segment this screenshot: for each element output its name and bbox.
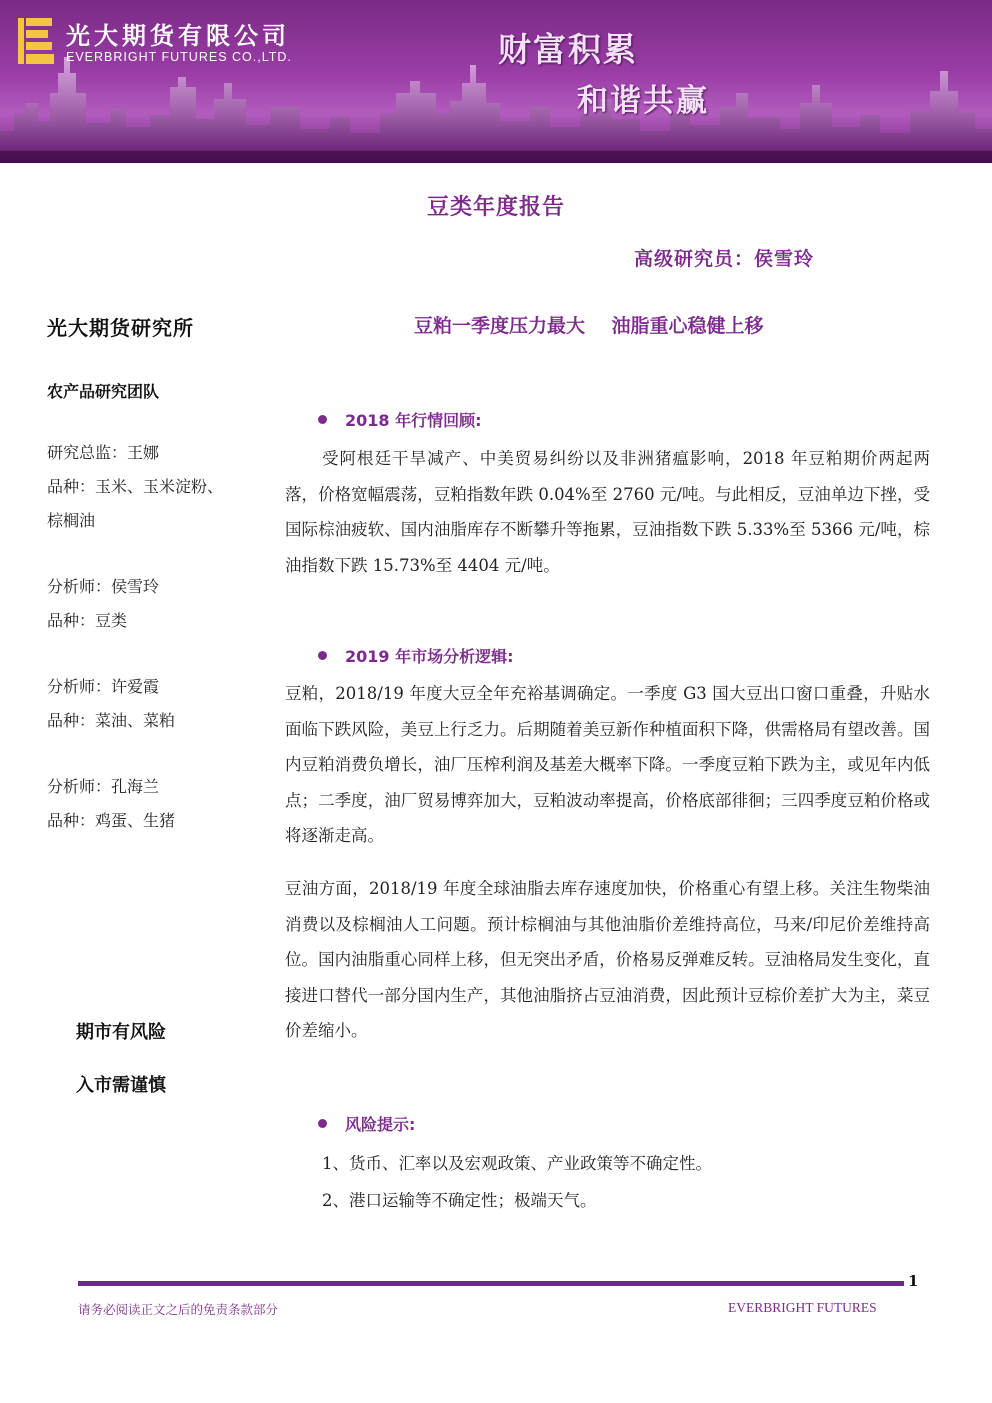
section-head-logic-label: 2019 年市场分析逻辑:	[345, 647, 514, 666]
section-head-review	[318, 408, 482, 431]
company-logo	[18, 18, 54, 64]
section-head-risk-label: 风险提示:	[345, 1115, 416, 1134]
staff-line: 品种：鸡蛋、生猪	[47, 811, 176, 830]
bullet-icon	[318, 651, 327, 660]
sidebar	[47, 312, 277, 870]
footer-disclaimer: 请务必阅读正文之后的免责条款部分	[78, 1302, 279, 1317]
bullet-icon	[318, 1119, 327, 1128]
review-paragraph: 受阿根廷干旱减产、中美贸易纠纷以及非洲猪瘟影响，2018 年豆粕期价两起两落，价格宽幅震荡，豆粕指数年跌 0.04%至 2760 元/吨。与此相反，豆油单边下挫，受国际棕油疲软、国内油脂库存不断攀升等拖累，豆油指数下跌 5.33%至 5366 元/吨，棕油指数下跌 15.73%至 4404 元/吨。	[285, 449, 930, 575]
slogan-line-2: 和谐共赢	[577, 83, 709, 119]
report-title: 豆类年度报告	[426, 195, 565, 220]
section-head-review-label: 2018 年行情回顾:	[345, 411, 482, 430]
header-banner	[0, 0, 992, 163]
staff-line: 棕榈油	[47, 511, 96, 530]
company-name-cn: 光大期货有限公司	[66, 22, 290, 50]
page-number: 1	[908, 1272, 919, 1290]
staff-line: 分析师：孔海兰	[47, 777, 160, 796]
bullet-icon	[318, 415, 327, 424]
staff-line: 研究总监：王娜	[47, 443, 160, 462]
staff-line: 品种：玉米、玉米淀粉、	[47, 477, 224, 496]
section-head-logic	[318, 644, 514, 667]
company-name-en: EVERBRIGHT FUTURES CO.,LTD.	[66, 50, 292, 64]
footer-divider	[78, 1281, 904, 1286]
risk-item-2: 2、港口运输等不确定性；极端天气。	[322, 1191, 597, 1210]
section-head-risk	[318, 1112, 415, 1135]
report-headline: 豆粕一季度压力最大 油脂重心稳健上移	[414, 315, 764, 337]
report-author: 高级研究员：侯雪玲	[634, 248, 815, 270]
risk-warning-line-2: 入市需谨慎	[76, 1075, 166, 1096]
risk-warning-line-1: 期市有风险	[76, 1022, 166, 1043]
staff-line: 分析师：许爱霞	[47, 677, 160, 696]
logic-paragraph-oil: 豆油方面，2018/19 年度全球油脂去库存速度加快，价格重心有望上移。关注生物柴油消费以及棕榈油人工问题。预计棕榈油与其他油脂价差维持高位，马来/印尼价差维持高位。国内油脂重心同样上移，但无突出矛盾，价格易反弹难反转。豆油格局发生变化，直接进口替代一部分国内生产，其他油脂挤占豆油消费，因此预计豆棕价差扩大为主，菜豆价差缩小。	[285, 879, 930, 1040]
staff-group-director	[47, 436, 277, 538]
staff-group-analyst-1	[47, 570, 277, 638]
staff-line: 品种：菜油、菜粕	[47, 711, 176, 730]
staff-group-analyst-3	[47, 770, 277, 838]
slogan-line-1: 财富积累	[498, 30, 638, 69]
logic-paragraph-meal: 豆粕，2018/19 年度大豆全年充裕基调确定。一季度 G3 国大豆出口窗口重叠，升贴水面临下跌风险，美豆上行乏力。后期随着美豆新作种植面积下降，供需格局有望改善。国内豆粕消费负增长，油厂压榨利润及基差大概率下降。一季度豆粕下跌为主，或见年内低点；二季度，油厂贸易博弈加大，豆粕波动率提高，价格底部徘徊；三四季度豆粕价格或将逐渐走高。	[285, 684, 930, 845]
staff-line: 分析师：侯雪玲	[47, 577, 160, 596]
team-name: 农产品研究团队	[47, 382, 160, 401]
footer-brand: EVERBRIGHT FUTURES	[728, 1300, 877, 1315]
staff-line: 品种：豆类	[47, 611, 128, 630]
staff-group-analyst-2	[47, 670, 277, 738]
risk-item-1: 1、货币、汇率以及宏观政策、产业政策等不确定性。	[322, 1154, 712, 1173]
institute-name: 光大期货研究所	[47, 316, 194, 340]
